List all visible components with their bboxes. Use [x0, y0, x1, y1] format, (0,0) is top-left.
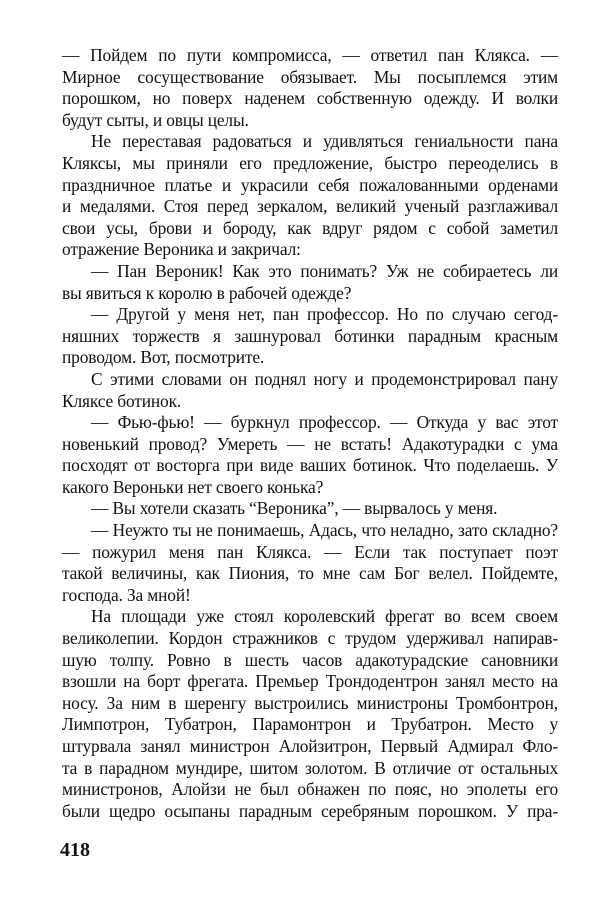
text-line: шую толпу. Ровно в шесть часов адакотурадские сановники	[62, 649, 558, 670]
text-line: и медалями. Стоя перед зеркалом, великий ученый разглаживал	[62, 196, 558, 217]
text-line: взошли на борт фрегата. Премьер Трондодентрон занял место на	[62, 671, 558, 692]
text-line: носу. За ним в шеренгу выстроились министроны Тромбонтрон,	[62, 692, 558, 713]
text-line: Не переставая радоваться и удивляться гениальности пана	[91, 131, 558, 152]
text-line: вы явиться к королю в рабочей одежде?	[62, 282, 352, 303]
text-line: — Пан Вероник! Как это понимать? Уж не собираетесь ли	[91, 260, 558, 281]
text-line: няшних торжеств я зашнуровал ботинки парадным красным	[62, 325, 558, 346]
text-line: — Другой у меня нет, пан профессор. Но по случаю сегод-	[91, 304, 558, 325]
text-line: На площади уже стоял королевский фрегат во всем своем	[91, 606, 558, 627]
text-line: Мирное сосуществование обязывает. Мы посыплемся этим	[62, 66, 558, 87]
text-line: Кляксе ботинок.	[62, 390, 182, 411]
text-line: порошком, но поверх наденем собственную одежду. И волки	[62, 88, 558, 109]
text-line: та в парадном мундире, шитом золотом. В отличие от остальных	[62, 757, 558, 778]
text-line: — Фью-фью! — буркнул профессор. — Откуда у вас этот	[91, 412, 558, 433]
text-line: — Вы хотели сказать “Вероника”, — вырвалось у меня.	[91, 498, 498, 519]
text-line: новенький провод? Умереть — не встать! Адакотурадки с ума	[62, 433, 558, 454]
text-line: господа. За мной!	[62, 584, 191, 605]
text-line: посходят от восторга при виде ваших ботинок. Что поделаешь. У	[62, 455, 558, 476]
text-line: свои усы, брови и бороду, как вдруг рядом с собой заметил	[62, 217, 558, 238]
text-line: министронов, Алойзи не был обнажен по пояс, но эполеты его	[62, 779, 558, 800]
text-line: — Неужто ты не понимаешь, Адась, что неладно, зато складно?	[91, 520, 558, 541]
text-line: праздничное платье и украсили себя пожалованными орденами	[62, 174, 558, 195]
text-line: — пожурил меня пан Клякса. — Если так поступает поэт	[62, 541, 558, 562]
text-line: С этими словами он поднял ногу и продемонстрировал пану	[91, 368, 558, 389]
text-line: будут сыты, и овцы целы.	[62, 109, 249, 130]
text-line: Лимпотрон, Тубатрон, Парамонтрон и Трубатрон. Место у	[62, 714, 558, 735]
text-line: Кляксы, мы приняли его предложение, быстро переоделись в	[62, 152, 558, 173]
text-line: какого Вероньки нет своего конька?	[62, 476, 324, 497]
body-text	[62, 45, 558, 822]
text-line: были щедро осыпаны парадным серебряным порошком. У пра-	[62, 800, 558, 821]
text-line: — Пойдем по пути компромисса, — ответил пан Клякса. —	[62, 45, 558, 65]
text-line: такой величины, как Пиония, то мне сам Бог велел. Пойдемте,	[62, 563, 558, 584]
text-line: отражение Вероника и закричал:	[62, 239, 301, 260]
text-line: штурвала занял министрон Алойзитрон, Первый Адмирал Фло-	[62, 736, 558, 756]
text-line: проводом. Вот, посмотрите.	[62, 347, 265, 368]
page-number: 418	[60, 839, 90, 861]
text-line: великолепии. Кордон стражников с трудом удерживал напирав-	[62, 628, 558, 649]
